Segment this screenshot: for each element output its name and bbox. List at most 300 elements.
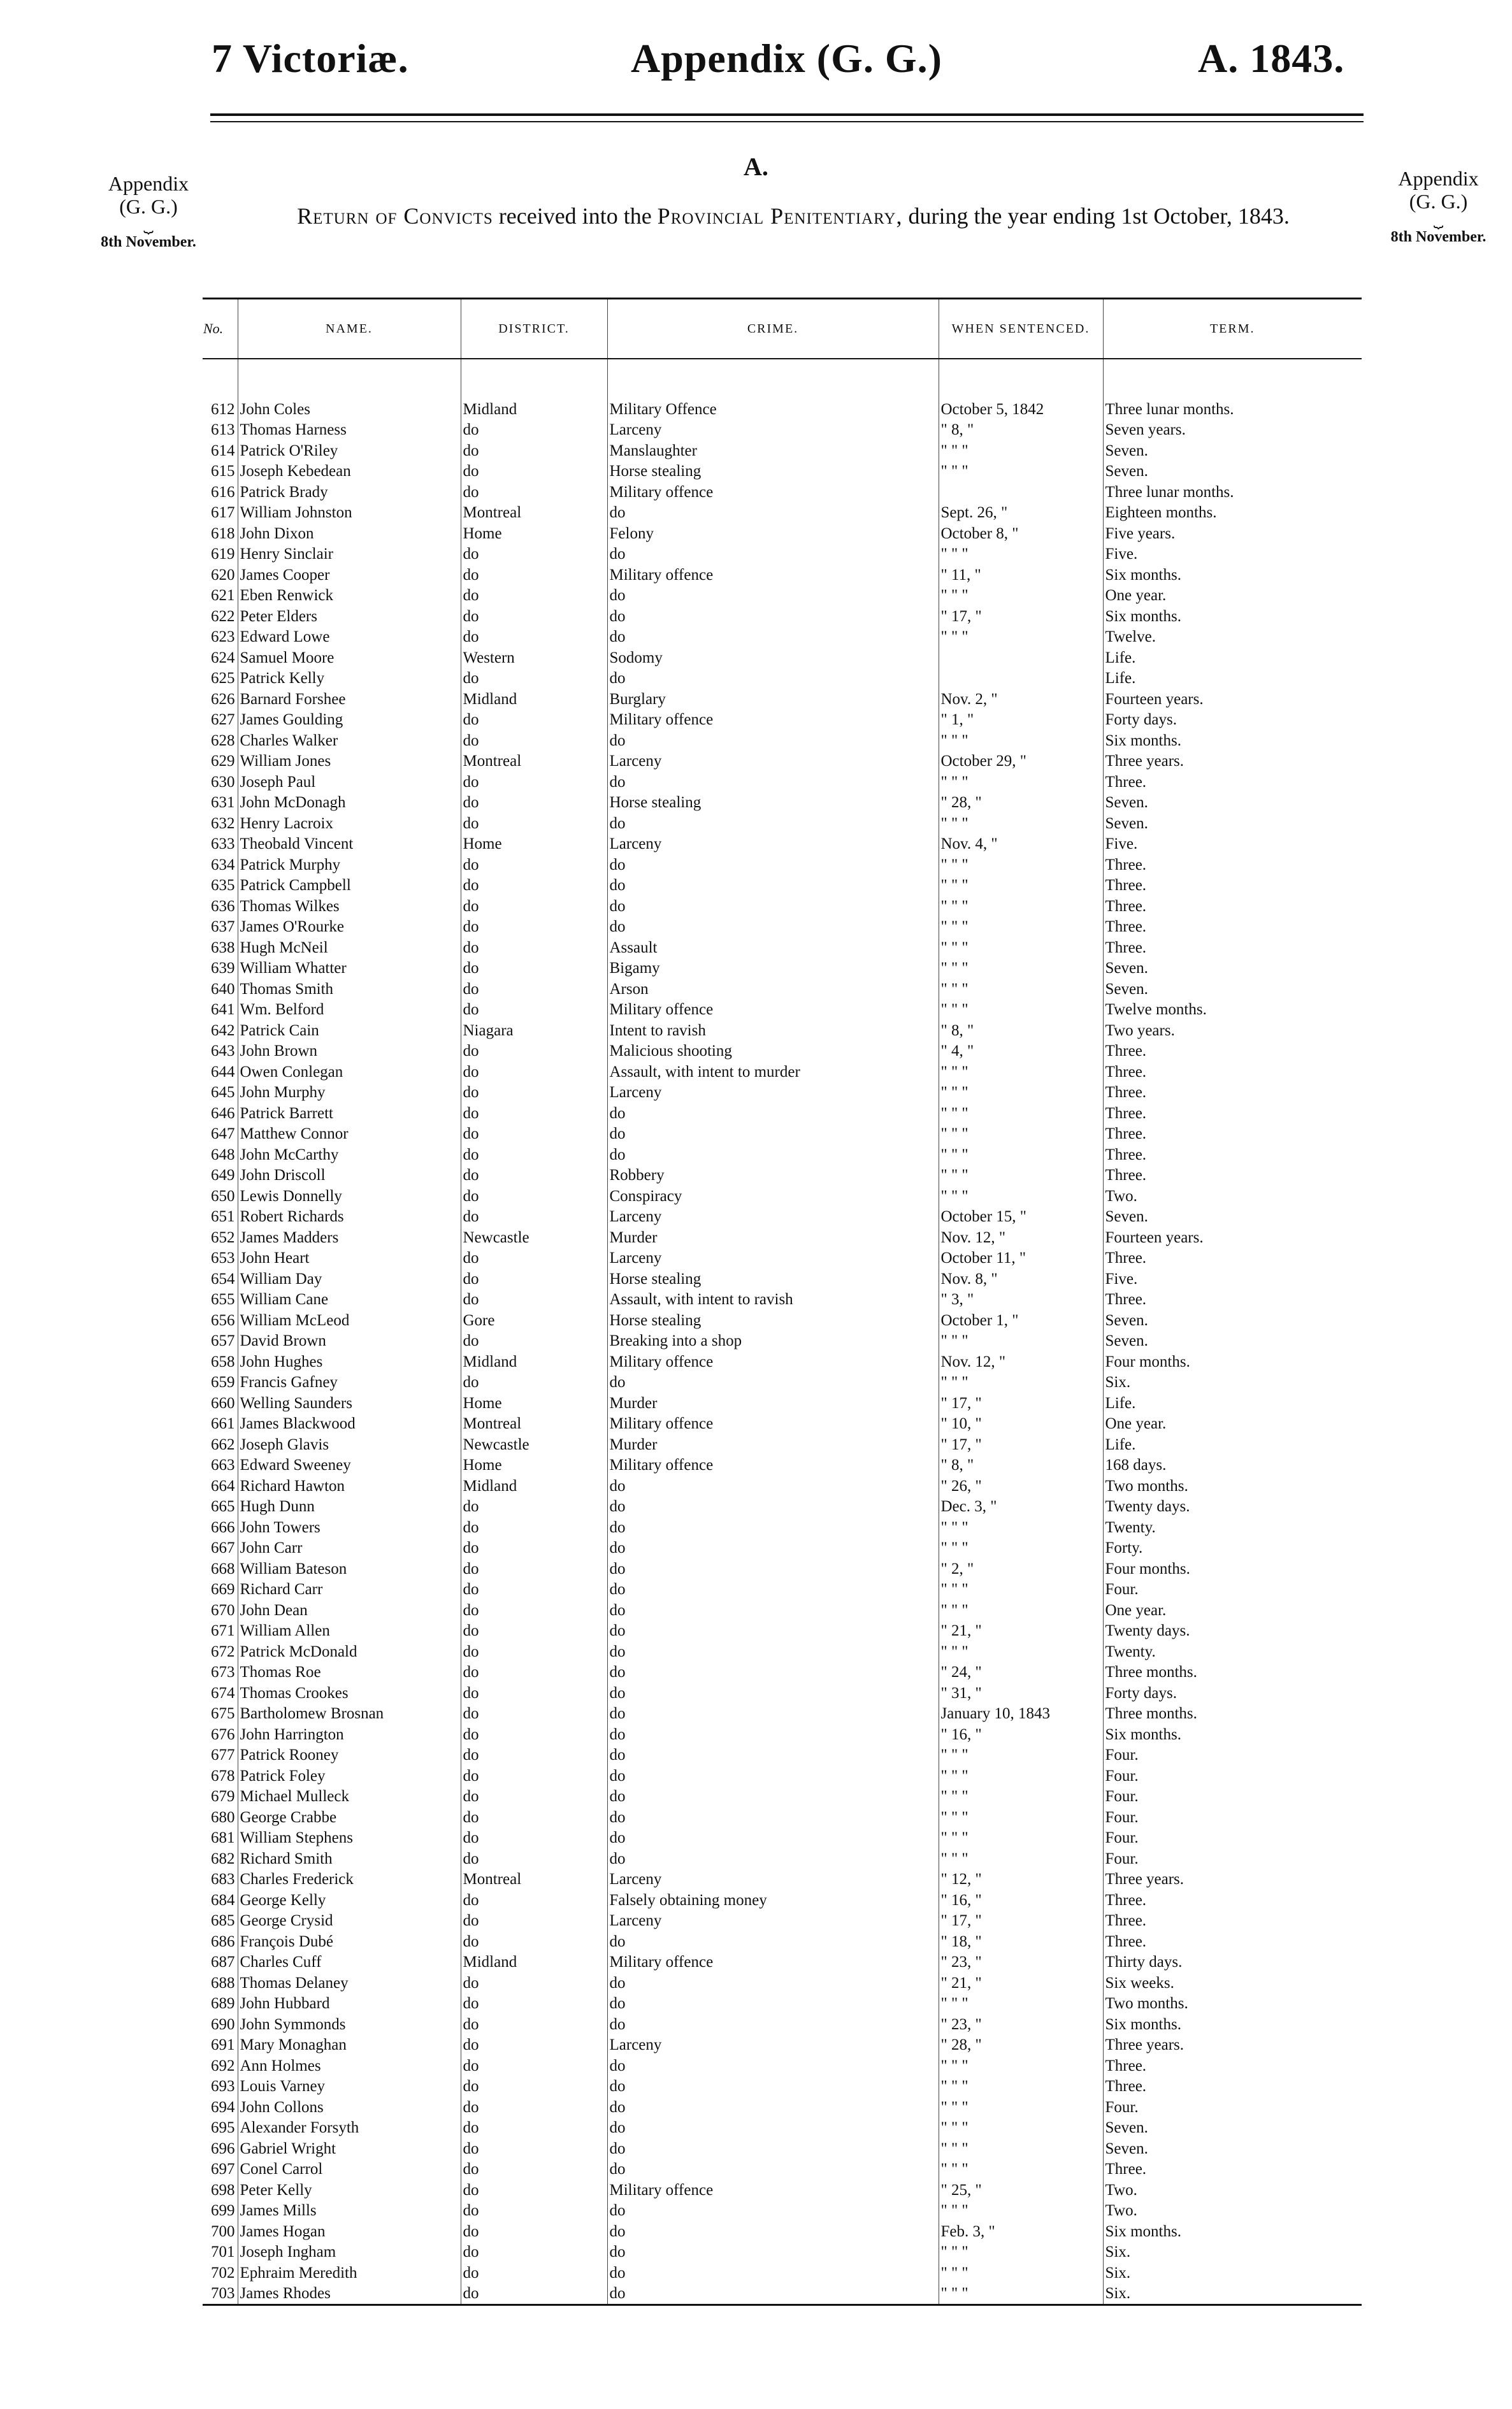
- table-row: [203, 1973, 1362, 1994]
- table-row: [203, 1787, 1362, 1808]
- cell-when-sentenced: " " ": [939, 2201, 1103, 2222]
- cell-name: William Jones: [238, 751, 461, 772]
- cell-when-sentenced: " " ": [939, 1103, 1103, 1124]
- cell-term: Three.: [1103, 1144, 1362, 1165]
- cell-no: 626: [211, 690, 235, 708]
- cell-when-sentenced: " " ": [939, 1828, 1103, 1849]
- col-header-when-sentenced: WHEN SENTENCED.: [939, 299, 1103, 359]
- cell-district: do: [461, 772, 607, 793]
- cell-term: Four.: [1103, 1807, 1362, 1828]
- cell-district: do: [461, 1497, 607, 1518]
- cell-crime: do: [607, 875, 939, 896]
- table-row: [203, 1269, 1362, 1290]
- cell-district: do: [461, 813, 607, 834]
- cell-when-sentenced: October 5, 1842: [939, 399, 1103, 420]
- cell-district: do: [461, 937, 607, 958]
- cell-crime: do: [607, 1807, 939, 1828]
- cell-crime: Larceny: [607, 751, 939, 772]
- cell-term: Three.: [1103, 1041, 1362, 1062]
- cell-district: do: [461, 586, 607, 607]
- cell-term: Seven.: [1103, 958, 1362, 979]
- cell-when-sentenced: Nov. 2, ": [939, 689, 1103, 710]
- cell-when-sentenced: " " ": [939, 1082, 1103, 1104]
- table-row: [203, 1517, 1362, 1538]
- table-row: [203, 2283, 1362, 2305]
- col-header-crime: CRIME.: [607, 299, 939, 359]
- cell-district: Gore: [461, 1310, 607, 1331]
- table-row: [203, 751, 1362, 772]
- cell-when-sentenced: " " ": [939, 1600, 1103, 1621]
- cell-term: Four.: [1103, 1787, 1362, 1808]
- cell-district: do: [461, 1186, 607, 1207]
- cell-term: One year.: [1103, 586, 1362, 607]
- cell-no: 614: [211, 442, 235, 459]
- cell-crime: do: [607, 1704, 939, 1725]
- cell-no: 671: [211, 1622, 235, 1639]
- table-row: [203, 1745, 1362, 1766]
- table-row: [203, 1931, 1362, 1952]
- table-row: [203, 1124, 1362, 1145]
- cell-crime: Military offence: [607, 710, 939, 731]
- cell-name: Ann Holmes: [238, 2055, 461, 2076]
- cell-term: Three lunar months.: [1103, 399, 1362, 420]
- cell-no: 648: [211, 1146, 235, 1163]
- cell-name: David Brown: [238, 1331, 461, 1352]
- cell-no: 673: [211, 1664, 235, 1681]
- cell-no: 622: [211, 607, 235, 625]
- table-row: [203, 1061, 1362, 1082]
- table-row: [203, 793, 1362, 814]
- table-row: [203, 1869, 1362, 1890]
- cell-crime: Horse stealing: [607, 1269, 939, 1290]
- cell-name: Welling Saunders: [238, 1393, 461, 1414]
- cell-name: James Cooper: [238, 564, 461, 586]
- cell-name: Ephraim Meredith: [238, 2262, 461, 2283]
- cell-no: 652: [211, 1228, 235, 1246]
- cell-no: 669: [211, 1581, 235, 1598]
- cell-no: 653: [211, 1249, 235, 1267]
- table-row: [203, 689, 1362, 710]
- cell-crime: Larceny: [607, 1911, 939, 1932]
- table-row: [203, 544, 1362, 565]
- cell-district: do: [461, 1683, 607, 1704]
- cell-no: 623: [211, 628, 235, 645]
- cell-crime: do: [607, 668, 939, 689]
- cell-name: John McCarthy: [238, 1144, 461, 1165]
- cell-term: Fourteen years.: [1103, 1227, 1362, 1248]
- cell-name: Matthew Connor: [238, 1124, 461, 1145]
- table-row: [203, 1662, 1362, 1683]
- cell-name: Joseph Paul: [238, 772, 461, 793]
- cell-no: 695: [211, 2119, 235, 2136]
- cell-term: Three.: [1103, 1124, 1362, 1145]
- brace-icon: ⏟: [143, 215, 154, 233]
- cell-when-sentenced: " 17, ": [939, 1911, 1103, 1932]
- table-row: [203, 2159, 1362, 2180]
- cell-term: Seven.: [1103, 793, 1362, 814]
- cell-crime: do: [607, 544, 939, 565]
- cell-name: Patrick McDonald: [238, 1641, 461, 1662]
- table-row: [203, 2035, 1362, 2056]
- cell-when-sentenced: " 4, ": [939, 1041, 1103, 1062]
- cell-district: do: [461, 544, 607, 565]
- cell-when-sentenced: " 2, ": [939, 1558, 1103, 1579]
- table-row: [203, 2097, 1362, 2118]
- cell-crime: Larceny: [607, 1207, 939, 1228]
- cell-name: Alexander Forsyth: [238, 2118, 461, 2139]
- cell-term: Seven.: [1103, 1310, 1362, 1331]
- cell-no: 649: [211, 1167, 235, 1184]
- table-row: [203, 503, 1362, 524]
- cell-no: 686: [211, 1932, 235, 1950]
- cell-crime: Horse stealing: [607, 1310, 939, 1331]
- cell-district: do: [461, 1517, 607, 1538]
- cell-when-sentenced: " 8, ": [939, 1455, 1103, 1476]
- cell-district: do: [461, 2262, 607, 2283]
- cell-crime: Horse stealing: [607, 461, 939, 482]
- cell-when-sentenced: [939, 668, 1103, 689]
- cell-term: Two years.: [1103, 1020, 1362, 1041]
- cell-when-sentenced: " " ": [939, 1165, 1103, 1186]
- cell-name: Richard Carr: [238, 1579, 461, 1600]
- cell-crime: do: [607, 917, 939, 938]
- cell-no: 679: [211, 1788, 235, 1805]
- cell-when-sentenced: " " ": [939, 958, 1103, 979]
- cell-crime: do: [607, 1144, 939, 1165]
- cell-term: Forty days.: [1103, 710, 1362, 731]
- cell-when-sentenced: " " ": [939, 1765, 1103, 1787]
- cell-name: Thomas Roe: [238, 1662, 461, 1683]
- cell-name: Theobald Vincent: [238, 834, 461, 855]
- cell-district: do: [461, 1082, 607, 1104]
- cell-when-sentenced: " " ": [939, 1848, 1103, 1869]
- cell-no: 634: [211, 856, 235, 874]
- cell-term: Five.: [1103, 544, 1362, 565]
- cell-term: Four months.: [1103, 1558, 1362, 1579]
- running-head-session: 7 Victoriæ.: [212, 36, 409, 81]
- table-row: [203, 1041, 1362, 1062]
- title-period: during the year ending 1st October, 1843.: [902, 203, 1290, 229]
- cell-when-sentenced: October 29, ": [939, 751, 1103, 772]
- brace-icon: ⏟: [1433, 210, 1444, 228]
- col-header-district: DISTRICT.: [461, 299, 607, 359]
- cell-district: do: [461, 1290, 607, 1311]
- cell-term: Three months.: [1103, 1662, 1362, 1683]
- cell-crime: Larceny: [607, 834, 939, 855]
- table-row: [203, 1497, 1362, 1518]
- cell-when-sentenced: Dec. 3, ": [939, 1497, 1103, 1518]
- cell-crime: do: [607, 1745, 939, 1766]
- cell-crime: do: [607, 1848, 939, 1869]
- cell-district: do: [461, 1124, 607, 1145]
- cell-term: Two.: [1103, 2201, 1362, 2222]
- cell-district: do: [461, 1041, 607, 1062]
- table-row: [203, 1165, 1362, 1186]
- side-note-right-line1: Appendix: [1398, 167, 1479, 190]
- cell-name: Henry Sinclair: [238, 544, 461, 565]
- cell-crime: do: [607, 1103, 939, 1124]
- cell-crime: Larceny: [607, 1248, 939, 1269]
- cell-when-sentenced: " " ": [939, 854, 1103, 875]
- table-row: [203, 958, 1362, 979]
- cell-name: Thomas Wilkes: [238, 896, 461, 917]
- cell-when-sentenced: " 17, ": [939, 1393, 1103, 1414]
- cell-when-sentenced: " " ": [939, 440, 1103, 461]
- cell-crime: do: [607, 627, 939, 648]
- table-row: [203, 710, 1362, 731]
- cell-term: Four.: [1103, 1579, 1362, 1600]
- cell-when-sentenced: " 11, ": [939, 564, 1103, 586]
- cell-when-sentenced: " 3, ": [939, 1290, 1103, 1311]
- convicts-table: [203, 298, 1362, 2306]
- cell-crime: do: [607, 2055, 939, 2076]
- table-row: [203, 1434, 1362, 1455]
- cell-term: Two months.: [1103, 1994, 1362, 2015]
- cell-crime: Malicious shooting: [607, 1041, 939, 1062]
- cell-term: Six months.: [1103, 1724, 1362, 1745]
- cell-district: do: [461, 1538, 607, 1559]
- spacer-cell: [461, 359, 607, 399]
- cell-name: Barnard Forshee: [238, 689, 461, 710]
- cell-no: 699: [211, 2202, 235, 2219]
- cell-term: Seven years.: [1103, 420, 1362, 441]
- cell-when-sentenced: " " ": [939, 1061, 1103, 1082]
- section-letter: A.: [744, 152, 768, 181]
- cell-district: do: [461, 2138, 607, 2159]
- cell-when-sentenced: " " ": [939, 461, 1103, 482]
- cell-when-sentenced: " 10, ": [939, 1414, 1103, 1435]
- cell-no: 702: [211, 2264, 235, 2282]
- cell-no: 643: [211, 1042, 235, 1060]
- cell-crime: Murder: [607, 1227, 939, 1248]
- cell-name: Charles Frederick: [238, 1869, 461, 1890]
- table-row: [203, 937, 1362, 958]
- table-row: [203, 1994, 1362, 2015]
- cell-term: Six.: [1103, 2242, 1362, 2263]
- cell-name: Bartholomew Brosnan: [238, 1704, 461, 1725]
- cell-crime: Assault, with intent to murder: [607, 1061, 939, 1082]
- cell-crime: do: [607, 772, 939, 793]
- cell-district: Newcastle: [461, 1227, 607, 1248]
- table-row: [203, 896, 1362, 917]
- cell-crime: Military offence: [607, 1414, 939, 1435]
- cell-district: do: [461, 1745, 607, 1766]
- cell-district: do: [461, 2201, 607, 2222]
- cell-name: William Cane: [238, 1290, 461, 1311]
- table-row: [203, 1848, 1362, 1869]
- cell-crime: Larceny: [607, 1082, 939, 1104]
- table-row: [203, 1558, 1362, 1579]
- cell-crime: do: [607, 896, 939, 917]
- cell-district: Midland: [461, 689, 607, 710]
- cell-when-sentenced: " " ": [939, 1517, 1103, 1538]
- cell-when-sentenced: " 28, ": [939, 2035, 1103, 2056]
- table-row: [203, 399, 1362, 420]
- cell-name: Francis Gafney: [238, 1372, 461, 1393]
- cell-term: Twenty days.: [1103, 1621, 1362, 1642]
- cell-no: 703: [203, 2283, 238, 2305]
- cell-name: George Crysid: [238, 1911, 461, 1932]
- cell-no: 665: [211, 1498, 235, 1515]
- cell-name: Mary Monaghan: [238, 2035, 461, 2056]
- cell-crime: do: [607, 1517, 939, 1538]
- cell-when-sentenced: " 1, ": [939, 710, 1103, 731]
- cell-term: Three.: [1103, 1890, 1362, 1911]
- cell-crime: do: [607, 1931, 939, 1952]
- cell-term: Seven.: [1103, 461, 1362, 482]
- cell-term: Twelve.: [1103, 627, 1362, 648]
- cell-term: Six.: [1103, 2262, 1362, 2283]
- cell-name: John Heart: [238, 1248, 461, 1269]
- cell-no: 655: [211, 1291, 235, 1308]
- table-row: [203, 1351, 1362, 1372]
- table-row: [203, 1952, 1362, 1973]
- side-note-left-line2: (G. G.): [119, 195, 178, 218]
- cell-no: 683: [211, 1871, 235, 1888]
- cell-term: Three.: [1103, 2076, 1362, 2097]
- cell-name: Joseph Glavis: [238, 1434, 461, 1455]
- header-rule-bottom: [210, 121, 1364, 122]
- cell-name: Patrick O'Riley: [238, 440, 461, 461]
- cell-no: 668: [211, 1560, 235, 1578]
- spacer-cell: [1103, 359, 1362, 399]
- cell-no: 677: [211, 1746, 235, 1764]
- running-head-year: A. 1843.: [1198, 36, 1345, 81]
- cell-crime: do: [607, 1641, 939, 1662]
- cell-when-sentenced: Feb. 3, ": [939, 2221, 1103, 2242]
- cell-district: do: [461, 2221, 607, 2242]
- cell-crime: Larceny: [607, 1869, 939, 1890]
- cell-when-sentenced: " " ": [939, 544, 1103, 565]
- table-row: [203, 1807, 1362, 1828]
- cell-no: 637: [211, 918, 235, 935]
- table-row: [203, 1020, 1362, 1041]
- spacer-cell: [607, 359, 939, 399]
- cell-name: Thomas Crookes: [238, 1683, 461, 1704]
- cell-name: Joseph Ingham: [238, 2242, 461, 2263]
- cell-name: Peter Kelly: [238, 2180, 461, 2201]
- side-note-left: [75, 172, 222, 254]
- cell-term: Three years.: [1103, 751, 1362, 772]
- cell-when-sentenced: " " ": [939, 1641, 1103, 1662]
- cell-no: 666: [211, 1518, 235, 1536]
- table-row: [203, 2242, 1362, 2263]
- cell-crime: Larceny: [607, 420, 939, 441]
- cell-crime: do: [607, 2138, 939, 2159]
- cell-district: do: [461, 2118, 607, 2139]
- cell-term: Three.: [1103, 772, 1362, 793]
- cell-name: William McLeod: [238, 1310, 461, 1331]
- cell-crime: Assault: [607, 937, 939, 958]
- table-row: [203, 586, 1362, 607]
- table-row: [203, 1310, 1362, 1331]
- cell-no: 645: [211, 1084, 235, 1101]
- cell-when-sentenced: " " ": [939, 917, 1103, 938]
- title-penitentiary: Provincial Penitentiary,: [657, 203, 903, 229]
- cell-district: do: [461, 2014, 607, 2035]
- cell-district: do: [461, 1765, 607, 1787]
- cell-district: do: [461, 2097, 607, 2118]
- cell-term: Five.: [1103, 834, 1362, 855]
- cell-name: John Harrington: [238, 1724, 461, 1745]
- cell-when-sentenced: " 12, ": [939, 1869, 1103, 1890]
- cell-when-sentenced: " " ": [939, 1994, 1103, 2015]
- cell-no: 646: [211, 1104, 235, 1122]
- table-row: [203, 668, 1362, 689]
- cell-crime: Military offence: [607, 1455, 939, 1476]
- cell-term: Six months.: [1103, 606, 1362, 627]
- cell-district: do: [461, 1579, 607, 1600]
- cell-term: Life.: [1103, 1393, 1362, 1414]
- cell-no: 612: [211, 400, 235, 418]
- cell-district: do: [461, 1165, 607, 1186]
- cell-name: James Mills: [238, 2201, 461, 2222]
- col-header-no: No.: [203, 299, 238, 359]
- cell-crime: do: [607, 2221, 939, 2242]
- cell-no: 664: [211, 1477, 235, 1495]
- cell-district: do: [461, 710, 607, 731]
- cell-no: 635: [211, 877, 235, 894]
- cell-crime: do: [607, 2076, 939, 2097]
- cell-no: 692: [211, 2057, 235, 2075]
- cell-when-sentenced: " " ": [939, 586, 1103, 607]
- cell-crime: do: [607, 1476, 939, 1497]
- cell-name: William Stephens: [238, 1828, 461, 1849]
- cell-term: Three lunar months.: [1103, 482, 1362, 503]
- cell-crime: Arson: [607, 979, 939, 1000]
- cell-no: 639: [211, 960, 235, 977]
- cell-no: 698: [211, 2181, 235, 2199]
- cell-when-sentenced: " " ": [939, 772, 1103, 793]
- cell-when-sentenced: October 11, ": [939, 1248, 1103, 1269]
- cell-term: Six.: [1103, 2283, 1362, 2305]
- table-row: [203, 979, 1362, 1000]
- cell-name: Patrick Brady: [238, 482, 461, 503]
- cell-name: Samuel Moore: [238, 647, 461, 668]
- cell-name: William Day: [238, 1269, 461, 1290]
- cell-term: Three.: [1103, 1248, 1362, 1269]
- cell-name: John Towers: [238, 1517, 461, 1538]
- cell-district: do: [461, 461, 607, 482]
- table-row: [203, 2014, 1362, 2035]
- table-row: [203, 461, 1362, 482]
- cell-no: 650: [211, 1187, 235, 1205]
- cell-name: John Hubbard: [238, 1994, 461, 2015]
- cell-district: do: [461, 896, 607, 917]
- header-rule-top: [210, 113, 1364, 116]
- cell-when-sentenced: " " ": [939, 1745, 1103, 1766]
- cell-crime: Military offence: [607, 1000, 939, 1021]
- cell-crime: Military offence: [607, 2180, 939, 2201]
- cell-district: Montreal: [461, 1414, 607, 1435]
- cell-name: John Driscoll: [238, 1165, 461, 1186]
- cell-no: 636: [211, 897, 235, 915]
- table-row: [203, 1290, 1362, 1311]
- cell-when-sentenced: " " ": [939, 730, 1103, 751]
- cell-crime: do: [607, 1600, 939, 1621]
- cell-name: Robert Richards: [238, 1207, 461, 1228]
- cell-crime: do: [607, 1372, 939, 1393]
- cell-name: John McDonagh: [238, 793, 461, 814]
- cell-no: 624: [211, 649, 235, 666]
- cell-no: 661: [211, 1415, 235, 1432]
- cell-term: Six months.: [1103, 564, 1362, 586]
- cell-name: Thomas Smith: [238, 979, 461, 1000]
- cell-when-sentenced: Nov. 12, ": [939, 1351, 1103, 1372]
- table-row: [203, 1082, 1362, 1104]
- cell-term: Twenty.: [1103, 1517, 1362, 1538]
- cell-when-sentenced: " 23, ": [939, 1952, 1103, 1973]
